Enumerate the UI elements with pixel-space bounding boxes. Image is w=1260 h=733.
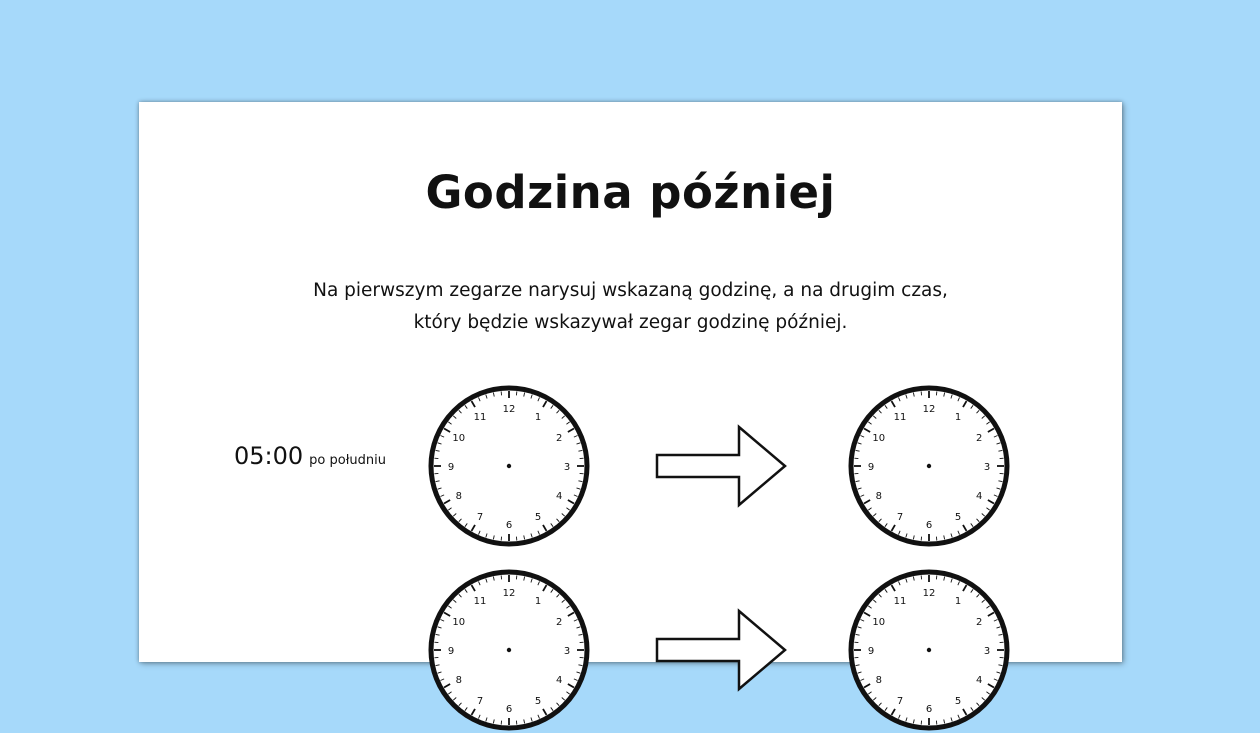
clock-number: 2: [556, 433, 562, 444]
clock-number: 2: [976, 617, 982, 628]
clock-number: 9: [868, 646, 874, 657]
clock-number: 4: [556, 491, 562, 502]
clock-number: 7: [897, 512, 903, 523]
clock-number: 5: [535, 512, 541, 523]
clock-number: 3: [984, 462, 990, 473]
exercise-time: 05:00: [234, 442, 303, 470]
clock-number: 1: [535, 412, 541, 423]
clock-number: 12: [503, 404, 516, 415]
clock-number: 11: [474, 412, 487, 423]
right-arrow-icon: [654, 608, 789, 692]
clock-number: 12: [503, 588, 516, 599]
clock-number: 12: [923, 404, 936, 415]
clock-number: 4: [976, 491, 982, 502]
clock-number: 3: [984, 646, 990, 657]
clock-number: 10: [452, 617, 465, 628]
clock-number: 6: [926, 520, 932, 531]
exercise-time-label: [234, 442, 386, 470]
clock-face-start-2[interactable]: [426, 567, 592, 733]
clock-number: 7: [897, 696, 903, 707]
clock-number: 9: [868, 462, 874, 473]
clock-number: 10: [872, 433, 885, 444]
page-title: Godzina później: [139, 166, 1122, 219]
clock-number: 4: [976, 675, 982, 686]
instruction-line-1: Na pierwszym zegarze narysuj wskazaną godzinę, a na drugim czas,: [139, 280, 1122, 301]
clock-number: 1: [535, 596, 541, 607]
clock-number: 8: [876, 675, 882, 686]
clock-number: 1: [955, 596, 961, 607]
clock-number: 11: [894, 412, 907, 423]
instruction-line-2: który będzie wskazywał zegar godzinę później.: [139, 312, 1122, 333]
exercise-time-suffix: po południu: [309, 453, 386, 468]
clock-number: 3: [564, 646, 570, 657]
clock-number: 8: [876, 491, 882, 502]
clock-number: 5: [955, 696, 961, 707]
clock-center-dot: [507, 464, 511, 468]
clock-number: 6: [926, 704, 932, 715]
clock-number: 8: [456, 491, 462, 502]
clock-number: 1: [955, 412, 961, 423]
clock-face-end-1[interactable]: [846, 383, 1012, 549]
clock-center-dot: [507, 648, 511, 652]
clock-svg: [426, 383, 592, 549]
clock-number: 11: [894, 596, 907, 607]
clock-number: 8: [456, 675, 462, 686]
clock-number: 10: [452, 433, 465, 444]
clock-face-start-1[interactable]: [426, 383, 592, 549]
right-arrow-icon: [654, 424, 789, 508]
clock-number: 9: [448, 462, 454, 473]
clock-svg: [846, 567, 1012, 733]
clock-number: 10: [872, 617, 885, 628]
clock-number: 2: [556, 617, 562, 628]
clock-number: 6: [506, 704, 512, 715]
clock-number: 2: [976, 433, 982, 444]
clock-number: 7: [477, 512, 483, 523]
clock-number: 11: [474, 596, 487, 607]
clock-svg: [846, 383, 1012, 549]
clock-number: 6: [506, 520, 512, 531]
clock-number: 5: [955, 512, 961, 523]
clock-number: 4: [556, 675, 562, 686]
clock-number: 7: [477, 696, 483, 707]
clock-number: 12: [923, 588, 936, 599]
clock-center-dot: [927, 648, 931, 652]
clock-number: 9: [448, 646, 454, 657]
clock-face-end-2[interactable]: [846, 567, 1012, 733]
clock-svg: [426, 567, 592, 733]
clock-center-dot: [927, 464, 931, 468]
clock-number: 3: [564, 462, 570, 473]
worksheet-page: [139, 102, 1122, 662]
clock-number: 5: [535, 696, 541, 707]
